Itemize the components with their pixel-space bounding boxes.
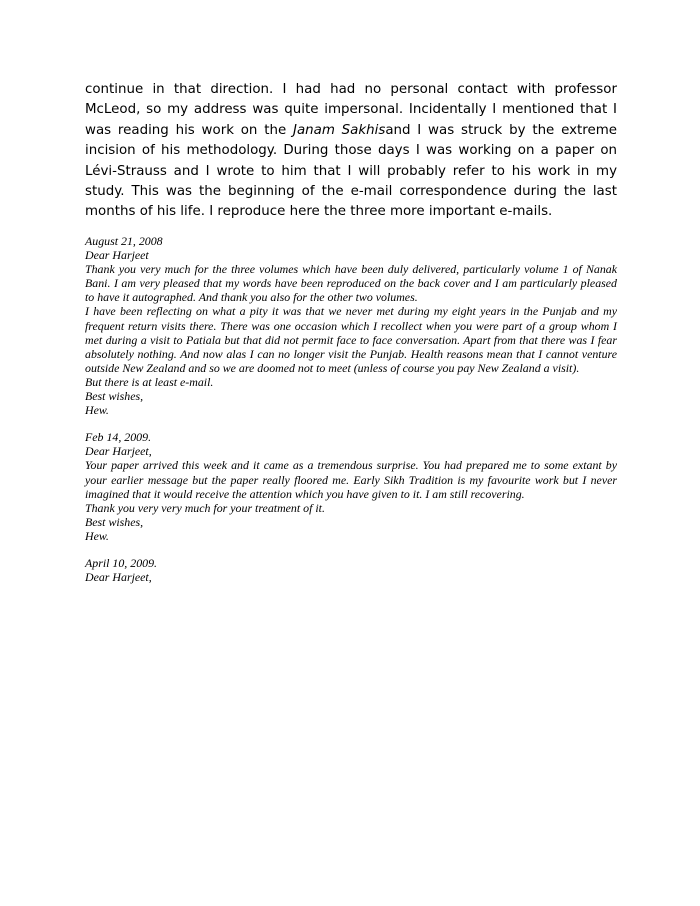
- letter-2: [85, 430, 617, 543]
- letter-1: [85, 234, 617, 417]
- letter-paragraph: Thank you very much for the three volumes which have been duly delivered, particularly volume 1 of Nanak Bani. I am very pleased that my words have been reproduced on the back cover and I am particularly pleased to have it autographed. And thank you also for the other two volumes.: [85, 262, 617, 305]
- letter-closing: Best wishes,: [85, 514, 144, 529]
- letter-salutation: Dear Harjeet: [85, 248, 149, 263]
- letter-paragraph: I have been reflecting on what a pity it was that we never met during my eight years in the Punjab and my frequent return visits there. There was one occasion which I recollect when you were part of a group whom I met during a visit to Patiala but that did not permit face to face conversation. Apart from that there was I fear absolutely nothing. And now alas I can no longer visit the Punjab. Health reasons mean that I cannot venture outside New Zealand and so we are doomed not to meet (unless of course you pay New Zealand a visit).: [85, 304, 617, 375]
- letter-salutation: Dear Harjeet,: [85, 444, 152, 459]
- letter-paragraph: Thank you very very much for your treatment of it.: [85, 500, 325, 515]
- letter-paragraph: But there is at least e-mail.: [85, 374, 214, 389]
- letter-signature: Hew.: [85, 528, 109, 543]
- letter-date: Feb 14, 2009.: [85, 430, 152, 445]
- letter-signature: Hew.: [85, 403, 109, 418]
- email-letters: [85, 234, 617, 584]
- intro-text-before-title: continue in that direction. I had had no personal contact with professor McLeod, so my address was quite impersonal. Incidentally I mentioned that I was reading his work on the: [85, 82, 617, 138]
- intro-text-after-title: and I was struck by the extreme incision of his methodology. During those days I was working on a paper on Lévi-Strauss and I wrote to him that I will probably refer to his work in my study. This was the beginning of the e-mail correspondence during the last months of his life. I reproduce here the three more important e-mails.: [85, 122, 617, 220]
- letter-3: [85, 556, 617, 584]
- letter-date: August 21, 2008: [85, 234, 163, 248]
- letter-closing: Best wishes,: [85, 389, 144, 404]
- letter-paragraph: Your paper arrived this week and it came as a tremendous surprise. You had prepared me to some extant by your earlier message but the paper really floored me. Early Sikh Tradition is my favourite work but I never imagined that it would receive the attention which you have given to it. I am still recovering.: [85, 458, 617, 501]
- letter-salutation: Dear Harjeet,: [85, 570, 152, 585]
- letter-date: April 10, 2009.: [85, 555, 158, 570]
- book-title: Janam Sakhis: [293, 122, 386, 138]
- intro-paragraph: [85, 80, 617, 223]
